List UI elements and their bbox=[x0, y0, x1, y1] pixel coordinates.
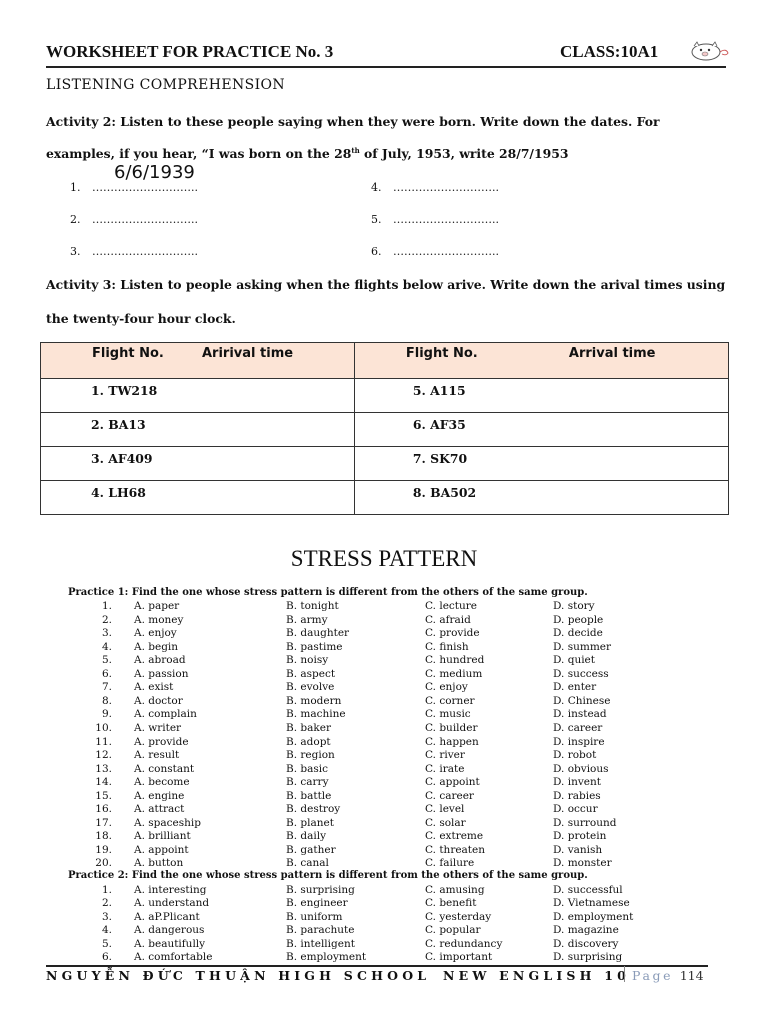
option-d[interactable]: D. protein bbox=[553, 830, 607, 843]
list-item bbox=[0, 884, 768, 898]
item-number: 3. bbox=[101, 910, 112, 923]
option-c[interactable]: C. threaten bbox=[425, 843, 486, 856]
list-item bbox=[0, 911, 768, 925]
option-b[interactable]: B. noisy bbox=[286, 654, 329, 667]
list-item bbox=[0, 722, 768, 736]
flight-cell[interactable]: 1. TW218 bbox=[41, 379, 355, 413]
option-c[interactable]: C. appoint bbox=[425, 776, 480, 789]
flight-cell[interactable]: 8. BA502 bbox=[354, 481, 728, 515]
option-d[interactable]: D. Chinese bbox=[553, 694, 611, 707]
footer-book: NEW ENGLISH 10 bbox=[443, 968, 630, 983]
item-number: 3. bbox=[101, 627, 112, 640]
option-a[interactable]: A. abroad bbox=[134, 654, 186, 667]
option-b[interactable]: B. canal bbox=[286, 857, 329, 870]
footer-page: Page 114 bbox=[632, 968, 704, 983]
option-a[interactable]: A. doctor bbox=[134, 694, 183, 707]
footer-divider bbox=[46, 965, 708, 967]
option-d[interactable]: D. discovery bbox=[553, 937, 619, 950]
list-item bbox=[0, 708, 768, 722]
activity2-instruction-line1: Activity 2: Listen to these people saying when they were born. Write down the dates. For bbox=[46, 114, 660, 129]
option-d[interactable]: D. obvious bbox=[553, 762, 609, 775]
option-d[interactable]: D. robot bbox=[553, 749, 597, 762]
list-item bbox=[0, 938, 768, 952]
option-a[interactable]: A. enjoy bbox=[134, 627, 177, 640]
option-b[interactable]: B. employment bbox=[286, 951, 367, 963]
list-item bbox=[0, 897, 768, 911]
option-d[interactable]: D. decide bbox=[553, 627, 603, 640]
option-d[interactable]: D. surround bbox=[553, 816, 617, 829]
option-b[interactable]: B. carry bbox=[286, 776, 329, 789]
option-a[interactable]: A. appoint bbox=[134, 843, 189, 856]
item-number: 15. bbox=[95, 789, 112, 802]
option-b[interactable]: B. uniform bbox=[286, 910, 343, 923]
item-number: 18. bbox=[95, 830, 112, 843]
option-d[interactable]: D. successful bbox=[553, 884, 623, 896]
option-b[interactable]: B. engineer bbox=[286, 897, 348, 910]
option-b[interactable]: B. baker bbox=[286, 721, 331, 734]
item-number: 1. bbox=[101, 884, 112, 896]
option-c[interactable]: C. happen bbox=[425, 735, 479, 748]
option-b[interactable]: B. army bbox=[286, 613, 328, 626]
flight-cell[interactable]: 5. A115 bbox=[354, 379, 728, 413]
option-c[interactable]: C. failure bbox=[425, 857, 475, 870]
option-c[interactable]: C. level bbox=[425, 803, 465, 816]
option-a[interactable]: A. passion bbox=[134, 667, 189, 680]
option-b[interactable]: B. modern bbox=[286, 694, 342, 707]
list-item bbox=[0, 641, 768, 655]
list-item bbox=[0, 600, 768, 614]
worksheet-title: WORKSHEET FOR PRACTICE No. 3 bbox=[46, 42, 334, 61]
list-item bbox=[0, 681, 768, 695]
item-number: 20. bbox=[95, 857, 112, 870]
option-d[interactable]: D. inspire bbox=[553, 735, 605, 748]
option-a[interactable]: A. spaceship bbox=[134, 816, 201, 829]
option-a[interactable]: A. exist bbox=[134, 681, 174, 694]
option-c[interactable]: C. corner bbox=[425, 694, 475, 707]
list-item bbox=[0, 817, 768, 831]
date-blank-1[interactable]: 1. ……………………….. bbox=[70, 181, 198, 194]
option-c[interactable]: C. enjoy bbox=[425, 681, 468, 694]
option-b[interactable]: B. parachute bbox=[286, 924, 355, 937]
option-b[interactable]: B. battle bbox=[286, 789, 332, 802]
list-item bbox=[0, 627, 768, 641]
item-number: 7. bbox=[101, 681, 112, 694]
table-row bbox=[41, 447, 729, 481]
item-number: 14. bbox=[95, 776, 112, 789]
option-a[interactable]: A. engine bbox=[134, 789, 185, 802]
option-c[interactable]: C. finish bbox=[425, 640, 469, 653]
list-item bbox=[0, 924, 768, 938]
list-item bbox=[0, 668, 768, 682]
option-b[interactable]: B. daughter bbox=[286, 627, 350, 640]
header-divider bbox=[46, 66, 726, 68]
flight-cell[interactable]: 3. AF409 bbox=[41, 447, 355, 481]
item-number: 4. bbox=[101, 924, 112, 937]
item-number: 19. bbox=[95, 843, 112, 856]
option-d[interactable]: D. magazine bbox=[553, 924, 619, 937]
option-a[interactable]: A. money bbox=[134, 613, 184, 626]
option-c[interactable]: C. builder bbox=[425, 721, 478, 734]
list-item bbox=[0, 803, 768, 817]
table-row bbox=[41, 413, 729, 447]
item-number: 17. bbox=[95, 816, 112, 829]
list-item bbox=[0, 654, 768, 668]
option-a[interactable]: A. constant bbox=[134, 762, 195, 775]
footer-school: NGUYỄN ĐỨC THUẬN HIGH SCHOOL bbox=[46, 968, 431, 983]
item-number: 13. bbox=[95, 762, 112, 775]
option-a[interactable]: A. writer bbox=[134, 721, 182, 734]
option-c[interactable]: C. popular bbox=[425, 924, 481, 937]
list-item bbox=[0, 776, 768, 790]
list-item bbox=[0, 749, 768, 763]
flight-table-header-left: Flight No. Aririval time bbox=[41, 343, 355, 379]
date-blank-3[interactable]: 3. ……………………….. bbox=[70, 245, 198, 258]
option-d[interactable]: D. monster bbox=[553, 857, 612, 870]
option-c[interactable]: C. river bbox=[425, 749, 465, 762]
option-b[interactable]: B. machine bbox=[286, 708, 346, 721]
option-b[interactable]: B. evolve bbox=[286, 681, 335, 694]
cartoon-pig-logo-icon bbox=[686, 40, 732, 62]
option-a[interactable]: A. understand bbox=[134, 897, 210, 910]
option-b[interactable]: B. gather bbox=[286, 843, 336, 856]
table-row bbox=[41, 379, 729, 413]
item-number: 10. bbox=[95, 721, 112, 734]
option-b[interactable]: B. basic bbox=[286, 762, 328, 775]
list-item bbox=[0, 614, 768, 628]
option-a[interactable]: A. interesting bbox=[134, 884, 207, 896]
option-d[interactable]: D. instead bbox=[553, 708, 607, 721]
footer-separator bbox=[624, 966, 625, 982]
option-c[interactable]: C. irate bbox=[425, 762, 465, 775]
option-b[interactable]: B. surprising bbox=[286, 884, 355, 896]
option-d[interactable]: D. story bbox=[553, 600, 595, 612]
option-c[interactable]: C. redundancy bbox=[425, 937, 503, 950]
option-c[interactable]: C. afraid bbox=[425, 613, 471, 626]
date-blank-2[interactable]: 2. ……………………….. bbox=[70, 213, 198, 226]
option-a[interactable]: A. complain bbox=[134, 708, 197, 721]
list-item bbox=[0, 790, 768, 804]
option-a[interactable]: A. brilliant bbox=[134, 830, 191, 843]
option-a[interactable]: A. attract bbox=[134, 803, 185, 816]
activity3-instruction-line1: Activity 3: Listen to people asking when the flights below arive. Write down the arival times using bbox=[46, 277, 726, 292]
item-number: 6. bbox=[101, 667, 112, 680]
flight-cell[interactable]: 2. BA13 bbox=[41, 413, 355, 447]
option-c[interactable]: C. benefit bbox=[425, 897, 477, 910]
item-number: 9. bbox=[101, 708, 112, 721]
option-d[interactable]: D. occur bbox=[553, 803, 598, 816]
option-d[interactable]: D. summer bbox=[553, 640, 612, 653]
item-number: 8. bbox=[101, 694, 112, 707]
option-d[interactable]: D. invent bbox=[553, 776, 601, 789]
activity2-instruction-line2: examples, if you hear, “I was born on the 28th of July, 1953, write 28/7/1953 bbox=[46, 146, 569, 162]
option-d[interactable]: D. career bbox=[553, 721, 603, 734]
option-b[interactable]: B. planet bbox=[286, 816, 334, 829]
option-d[interactable]: D. rabies bbox=[553, 789, 601, 802]
option-a[interactable]: A. comfortable bbox=[134, 951, 213, 963]
option-c[interactable]: C. important bbox=[425, 951, 493, 963]
list-item bbox=[0, 736, 768, 750]
flight-cell[interactable]: 4. LH68 bbox=[41, 481, 355, 515]
list-item bbox=[0, 695, 768, 709]
option-b[interactable]: B. region bbox=[286, 749, 335, 762]
option-c[interactable]: C. amusing bbox=[425, 884, 485, 896]
list-item bbox=[0, 951, 768, 965]
class-label: CLASS:10A1 bbox=[560, 42, 659, 61]
list-item bbox=[0, 763, 768, 777]
option-a[interactable]: A. provide bbox=[134, 735, 189, 748]
header bbox=[46, 42, 726, 66]
option-a[interactable]: A. begin bbox=[134, 640, 179, 653]
option-a[interactable]: A. dangerous bbox=[134, 924, 205, 937]
list-item bbox=[0, 857, 768, 871]
item-number: 5. bbox=[101, 654, 112, 667]
option-c[interactable]: C. lecture bbox=[425, 600, 478, 612]
date-blank-4[interactable]: 4. ……………………….. bbox=[371, 181, 499, 194]
option-c[interactable]: C. extreme bbox=[425, 830, 484, 843]
option-b[interactable]: B. intelligent bbox=[286, 937, 355, 950]
option-b[interactable]: B. pastime bbox=[286, 640, 343, 653]
stress-pattern-title: STRESS PATTERN bbox=[290, 546, 478, 571]
flight-cell[interactable]: 6. AF35 bbox=[354, 413, 728, 447]
date-blank-6[interactable]: 6. ……………………….. bbox=[371, 245, 499, 258]
option-b[interactable]: B. destroy bbox=[286, 803, 341, 816]
option-d[interactable]: D. surprising bbox=[553, 951, 623, 963]
option-a[interactable]: A. aP.Plicant bbox=[134, 910, 200, 923]
item-number: 16. bbox=[95, 803, 112, 816]
option-d[interactable]: D. employment bbox=[553, 910, 634, 923]
section-heading: LISTENING COMPREHENSION bbox=[46, 77, 286, 93]
activity3-instruction-line2: the twenty-four hour clock. bbox=[46, 311, 236, 326]
flight-table bbox=[40, 342, 729, 515]
option-b[interactable]: B. daily bbox=[286, 830, 327, 843]
list-item bbox=[0, 844, 768, 858]
option-a[interactable]: A. paper bbox=[134, 600, 180, 612]
option-d[interactable]: D. Vietnamese bbox=[553, 897, 630, 910]
option-a[interactable]: A. result bbox=[134, 749, 180, 762]
flight-cell[interactable]: 7. SK70 bbox=[354, 447, 728, 481]
option-c[interactable]: C. career bbox=[425, 789, 474, 802]
option-d[interactable]: D. people bbox=[553, 613, 604, 626]
practice2-heading: Practice 2: Find the one whose stress pattern is different from the others of the same group. bbox=[68, 870, 588, 881]
item-number: 2. bbox=[101, 897, 112, 910]
option-d[interactable]: D. success bbox=[553, 667, 609, 680]
page-number: 114 bbox=[679, 968, 704, 983]
option-d[interactable]: D. vanish bbox=[553, 843, 603, 856]
option-d[interactable]: D. enter bbox=[553, 681, 597, 694]
item-number: 2. bbox=[101, 613, 112, 626]
handwritten-answer: 6/6/1939 bbox=[114, 162, 195, 183]
option-c[interactable]: C. yesterday bbox=[425, 910, 492, 923]
option-a[interactable]: A. become bbox=[134, 776, 190, 789]
option-c[interactable]: C. solar bbox=[425, 816, 466, 829]
option-a[interactable]: A. button bbox=[134, 857, 184, 870]
item-number: 4. bbox=[101, 640, 112, 653]
option-c[interactable]: C. provide bbox=[425, 627, 480, 640]
practice1-heading: Practice 1: Find the one whose stress pattern is different from the others of the same group. bbox=[68, 587, 588, 598]
option-c[interactable]: C. music bbox=[425, 708, 471, 721]
item-number: 5. bbox=[101, 937, 112, 950]
option-a[interactable]: A. beautifully bbox=[134, 937, 206, 950]
item-number: 12. bbox=[95, 749, 112, 762]
table-row bbox=[41, 481, 729, 515]
option-b[interactable]: B. aspect bbox=[286, 667, 336, 680]
date-blank-5[interactable]: 5. ……………………….. bbox=[371, 213, 499, 226]
option-d[interactable]: D. quiet bbox=[553, 654, 595, 667]
item-number: 6. bbox=[101, 951, 112, 963]
list-item bbox=[0, 830, 768, 844]
flight-table-header-right: Flight No. Arrival time bbox=[354, 343, 728, 379]
item-number: 1. bbox=[101, 600, 112, 612]
item-number: 11. bbox=[95, 735, 112, 748]
option-b[interactable]: B. tonight bbox=[286, 600, 339, 612]
option-b[interactable]: B. adopt bbox=[286, 735, 331, 748]
option-c[interactable]: C. medium bbox=[425, 667, 483, 680]
flight-table-header bbox=[41, 343, 729, 379]
option-c[interactable]: C. hundred bbox=[425, 654, 485, 667]
